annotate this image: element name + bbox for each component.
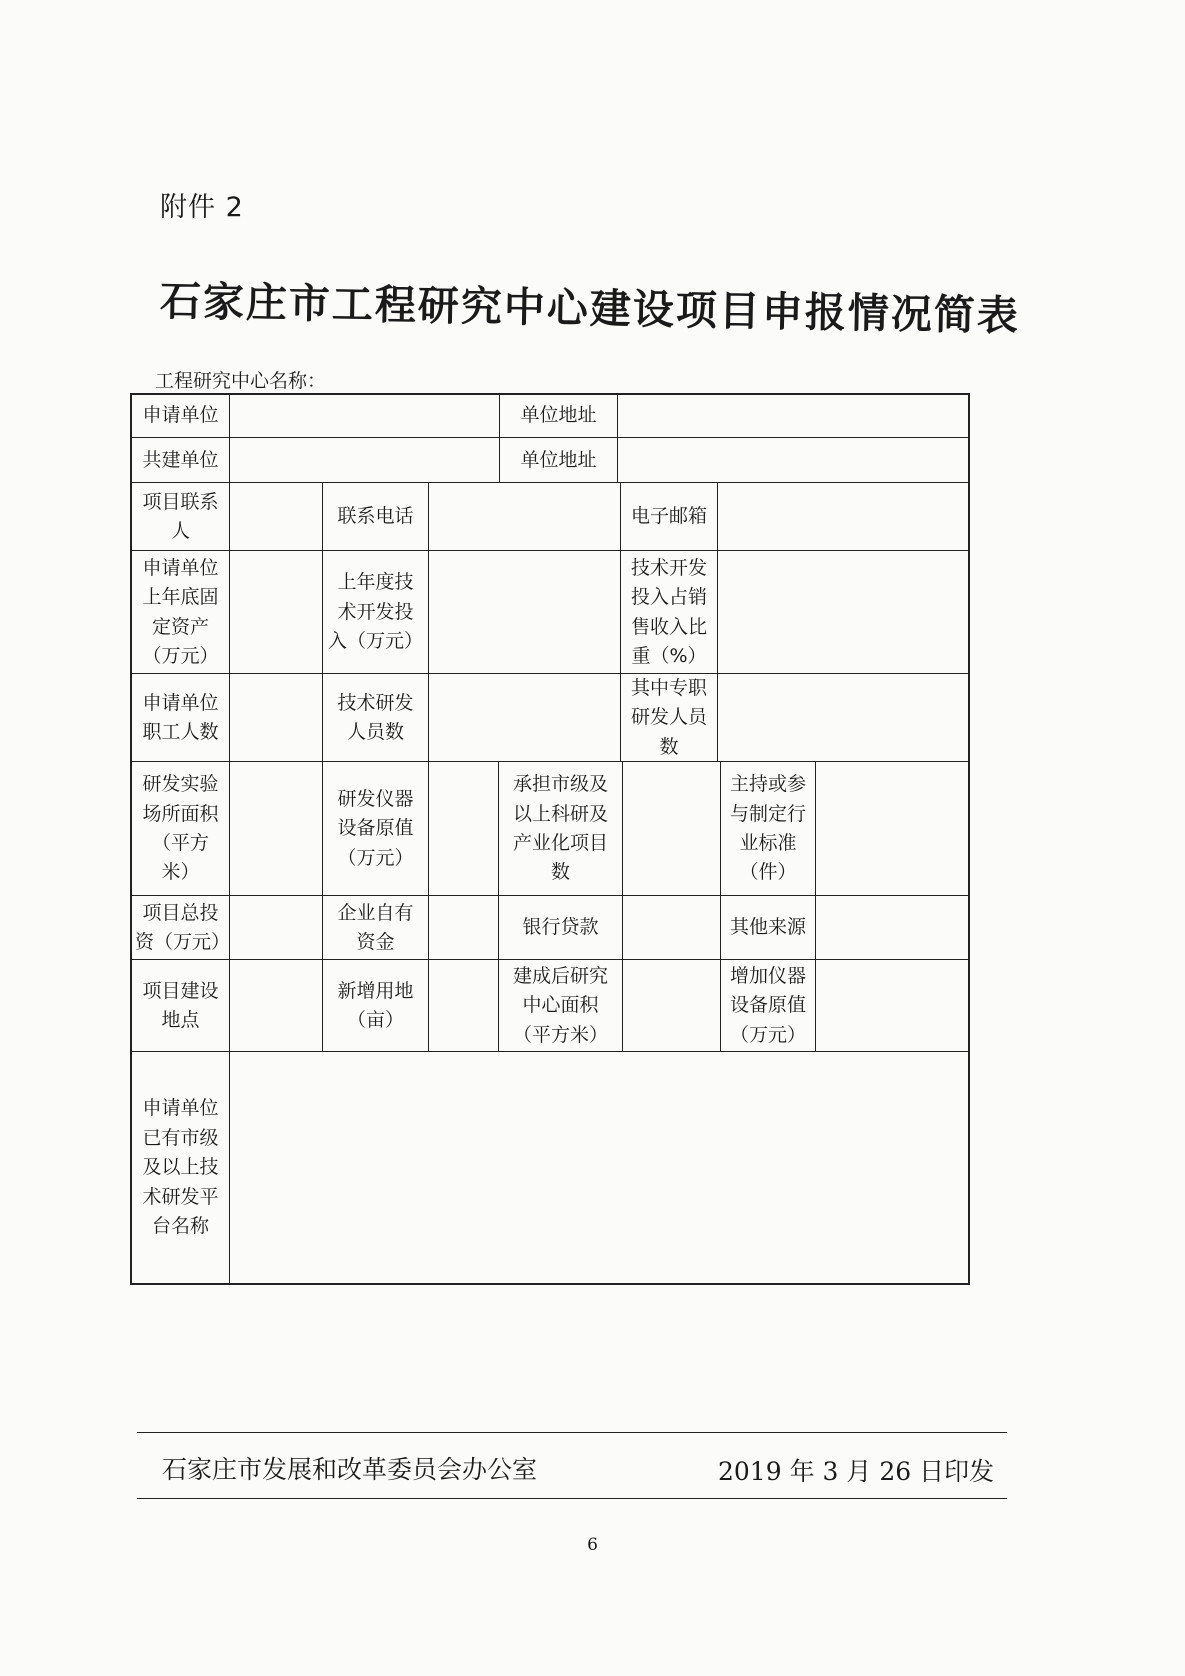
footer-bottom-rule bbox=[137, 1498, 1007, 1499]
projects-count-label: 承担市级及 以上科研及 产业化项目 数 bbox=[498, 762, 622, 896]
lab-area-value[interactable] bbox=[229, 762, 322, 896]
form-row bbox=[132, 673, 968, 762]
other-sources-label: 其他来源 bbox=[720, 896, 815, 960]
contact-person-value[interactable] bbox=[229, 483, 322, 551]
lab-area-label: 研发实验 场所面积 （平方 米） bbox=[142, 773, 219, 884]
fulltime-rd-value[interactable] bbox=[717, 674, 968, 762]
applicant-label: 申请单位 bbox=[142, 404, 219, 427]
application-form-table bbox=[130, 393, 970, 1285]
rd-investment-value[interactable] bbox=[428, 551, 620, 674]
issue-date: 2019 年 3 月 26 日印发 bbox=[718, 1457, 995, 1486]
standards-count-value[interactable] bbox=[815, 762, 968, 896]
form-row bbox=[132, 550, 968, 674]
added-equipment-value[interactable] bbox=[815, 960, 968, 1052]
platforms-value[interactable] bbox=[229, 1052, 968, 1284]
email-value[interactable] bbox=[717, 483, 968, 551]
co-builder-address-label: 单位地址 bbox=[499, 438, 617, 483]
equipment-value-field[interactable] bbox=[428, 762, 498, 896]
form-row bbox=[132, 482, 968, 551]
form-row bbox=[132, 761, 968, 896]
new-land-value[interactable] bbox=[428, 960, 498, 1052]
issuing-office: 石家庄市发展和改革委员会办公室 bbox=[162, 1455, 538, 1484]
phone-label: 联系电话 bbox=[322, 483, 428, 551]
rd-staff-label: 技术研发 人员数 bbox=[322, 674, 428, 762]
projects-count-value[interactable] bbox=[622, 762, 720, 896]
fixed-assets-value[interactable] bbox=[229, 551, 322, 674]
form-row bbox=[132, 1051, 968, 1284]
applicant-value[interactable] bbox=[229, 395, 499, 437]
staff-count-value[interactable] bbox=[229, 674, 322, 762]
own-funds-label: 企业自有 资金 bbox=[322, 896, 428, 960]
form-row bbox=[132, 895, 968, 960]
form-row bbox=[132, 437, 968, 483]
phone-value[interactable] bbox=[428, 483, 620, 551]
center-area-value[interactable] bbox=[622, 960, 720, 1052]
staff-count-label: 申请单位 职工人数 bbox=[142, 691, 219, 743]
page-title: 石家庄市工程研究中心建设项目申报情况简表 bbox=[159, 277, 1021, 341]
form-row bbox=[132, 959, 968, 1052]
bank-loan-label: 银行贷款 bbox=[498, 896, 622, 960]
other-sources-value[interactable] bbox=[815, 896, 968, 960]
new-land-label: 新增用地 （亩） bbox=[322, 960, 428, 1052]
rd-staff-value[interactable] bbox=[428, 674, 620, 762]
total-investment-label: 项目总投 资（万元） bbox=[135, 901, 231, 953]
total-investment-value[interactable] bbox=[229, 896, 322, 960]
co-builder-address-value[interactable] bbox=[617, 438, 968, 483]
form-row bbox=[132, 395, 968, 437]
location-label: 项目建设 地点 bbox=[142, 979, 219, 1031]
standards-count-label: 主持或参 与制定行 业标准 （件） bbox=[720, 762, 815, 896]
equipment-value-label: 研发仪器 设备原值 （万元） bbox=[322, 762, 428, 896]
added-equipment-label: 增加仪器 设备原值 （万元） bbox=[720, 960, 815, 1052]
applicant-address-label: 单位地址 bbox=[499, 395, 617, 437]
center-name-label: 工程研究中心名称： bbox=[155, 370, 327, 392]
rd-ratio-value[interactable] bbox=[717, 551, 968, 674]
own-funds-value[interactable] bbox=[428, 896, 498, 960]
attachment-label: 附件 2 bbox=[160, 192, 244, 223]
location-value[interactable] bbox=[229, 960, 322, 1052]
email-label: 电子邮箱 bbox=[620, 483, 717, 551]
fulltime-rd-label: 其中专职 研发人员 数 bbox=[620, 674, 717, 762]
co-builder-value[interactable] bbox=[229, 438, 499, 483]
bank-loan-value[interactable] bbox=[622, 896, 720, 960]
rd-investment-label: 上年度技 术开发投 入（万元） bbox=[322, 551, 428, 674]
contact-person-label: 项目联系 人 bbox=[142, 490, 219, 542]
platforms-label: 申请单位 已有市级 及以上技 术研发平 台名称 bbox=[142, 1097, 219, 1238]
page-number: 6 bbox=[587, 1535, 598, 1555]
applicant-address-value[interactable] bbox=[617, 395, 968, 437]
co-builder-label: 共建单位 bbox=[142, 448, 219, 471]
center-area-label: 建成后研究 中心面积 （平方米） bbox=[498, 960, 622, 1052]
fixed-assets-label: 申请单位 上年底固 定资产 （万元） bbox=[142, 556, 219, 667]
rd-ratio-label: 技术开发 投入占销 售收入比 重（%） bbox=[620, 551, 717, 674]
footer-top-rule bbox=[137, 1432, 1007, 1433]
